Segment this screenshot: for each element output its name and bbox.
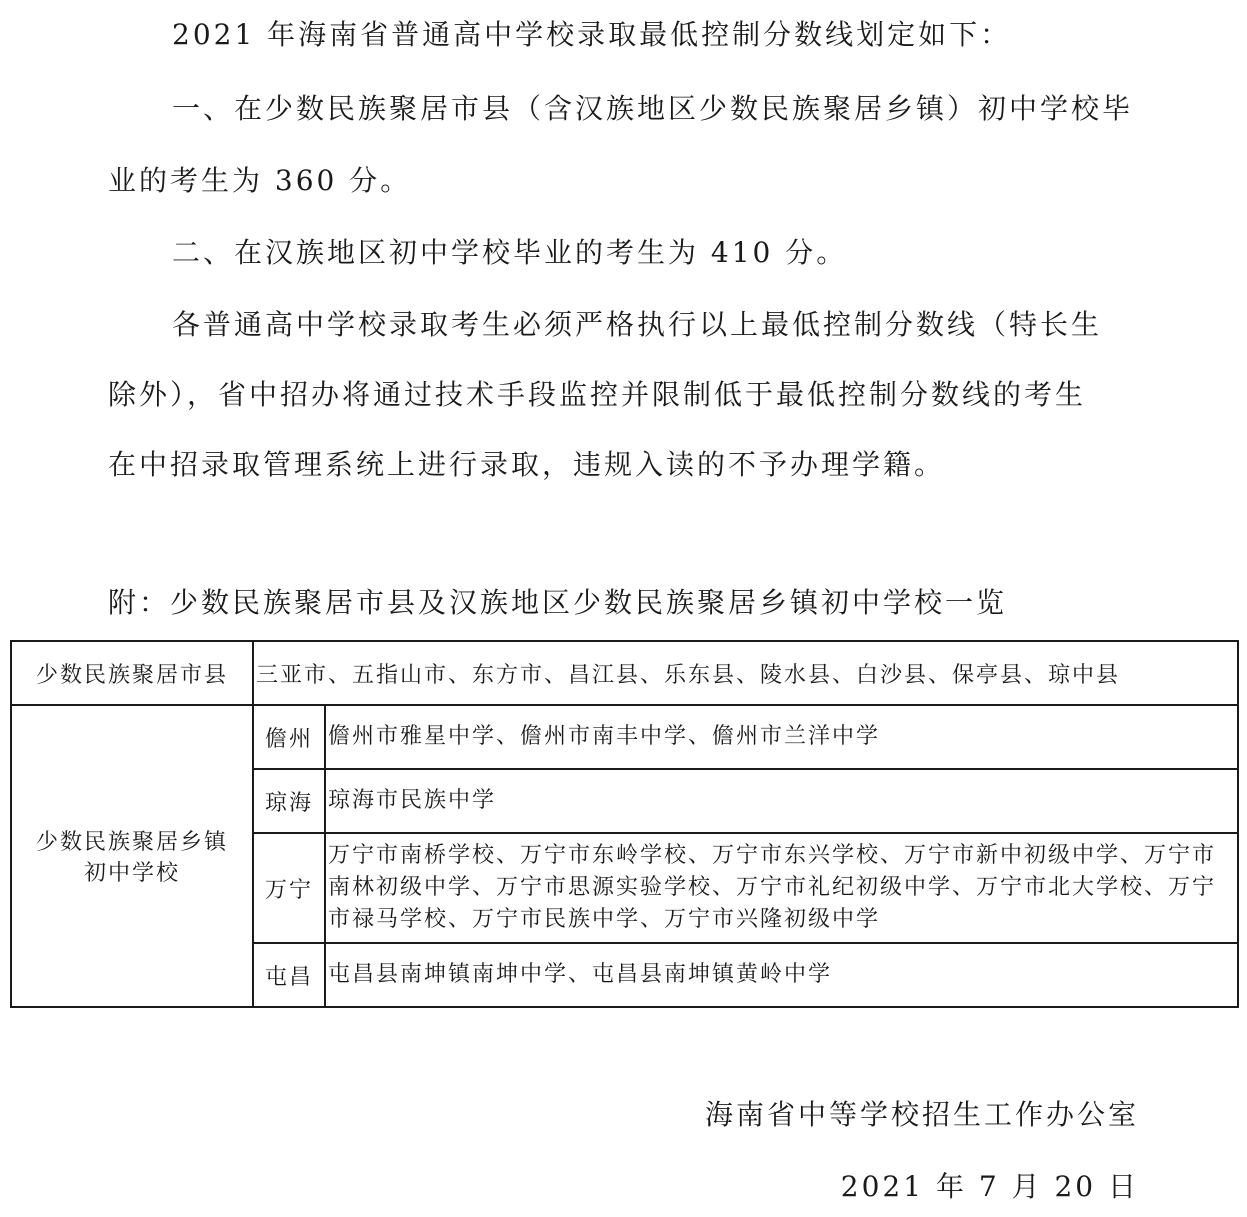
table-row	[11, 641, 1238, 705]
schools-cell: 屯昌县南坤镇南坤中学、屯昌县南坤镇黄岭中学	[325, 943, 1238, 1007]
issuing-office: 海南省中等学校招生工作办公室	[704, 1098, 1139, 1131]
appendix-caption: 附：少数民族聚居市县及汉族地区少数民族聚居乡镇初中学校一览	[108, 586, 1008, 619]
issue-date: 2021 年 7 月 20 日	[840, 1170, 1139, 1203]
paragraph-item-1-line-1: 一、在少数民族聚居市县（含汉族地区少数民族聚居乡镇）初中学校毕	[172, 92, 1134, 125]
paragraph-rules-line-1: 各普通高中学校录取考生必须严格执行以上最低控制分数线（特长生	[172, 308, 1103, 341]
schools-cell: 儋州市雅星中学、儋州市南丰中学、儋州市兰洋中学	[325, 705, 1238, 769]
category-label-line-1: 少数民族聚居乡镇	[35, 830, 228, 855]
region-cell: 万宁	[253, 833, 325, 943]
paragraph-item-1-line-2: 业的考生为 360 分。	[108, 164, 412, 197]
region-cell: 儋州	[253, 705, 325, 769]
category-label-line-2: 初中学校	[83, 861, 180, 886]
table-row	[11, 705, 1238, 769]
schools-cell: 万宁市南桥学校、万宁市东岭学校、万宁市东兴学校、万宁市新中初级中学、万宁市南林初级中学、万宁市思源实验学校、万宁市礼纪初级中学、万宁市北大学校、万宁市禄马学校、万宁市民族中学、万宁市兴隆初级中学	[325, 833, 1238, 943]
region-cell: 琼海	[253, 769, 325, 833]
paragraph-item-2: 二、在汉族地区初中学校毕业的考生为 410 分。	[172, 236, 848, 269]
counties-cell: 三亚市、五指山市、东方市、昌江县、乐东县、陵水县、白沙县、保亭县、琼中县	[253, 641, 1238, 705]
paragraph-rules-line-2: 除外），省中招办将通过技术手段监控并限制低于最低控制分数线的考生	[108, 378, 1087, 411]
region-cell: 屯昌	[253, 943, 325, 1007]
category-cell: 少数民族聚居市县	[11, 641, 253, 705]
paragraph-rules-line-3: 在中招录取管理系统上进行录取，违规入读的不予办理学籍。	[108, 448, 946, 481]
schools-table	[10, 640, 1239, 1008]
schools-cell: 琼海市民族中学	[325, 769, 1238, 833]
paragraph-intro: 2021 年海南省普通高中学校录取最低控制分数线划定如下：	[172, 18, 1012, 51]
category-cell-townships	[11, 705, 253, 1007]
